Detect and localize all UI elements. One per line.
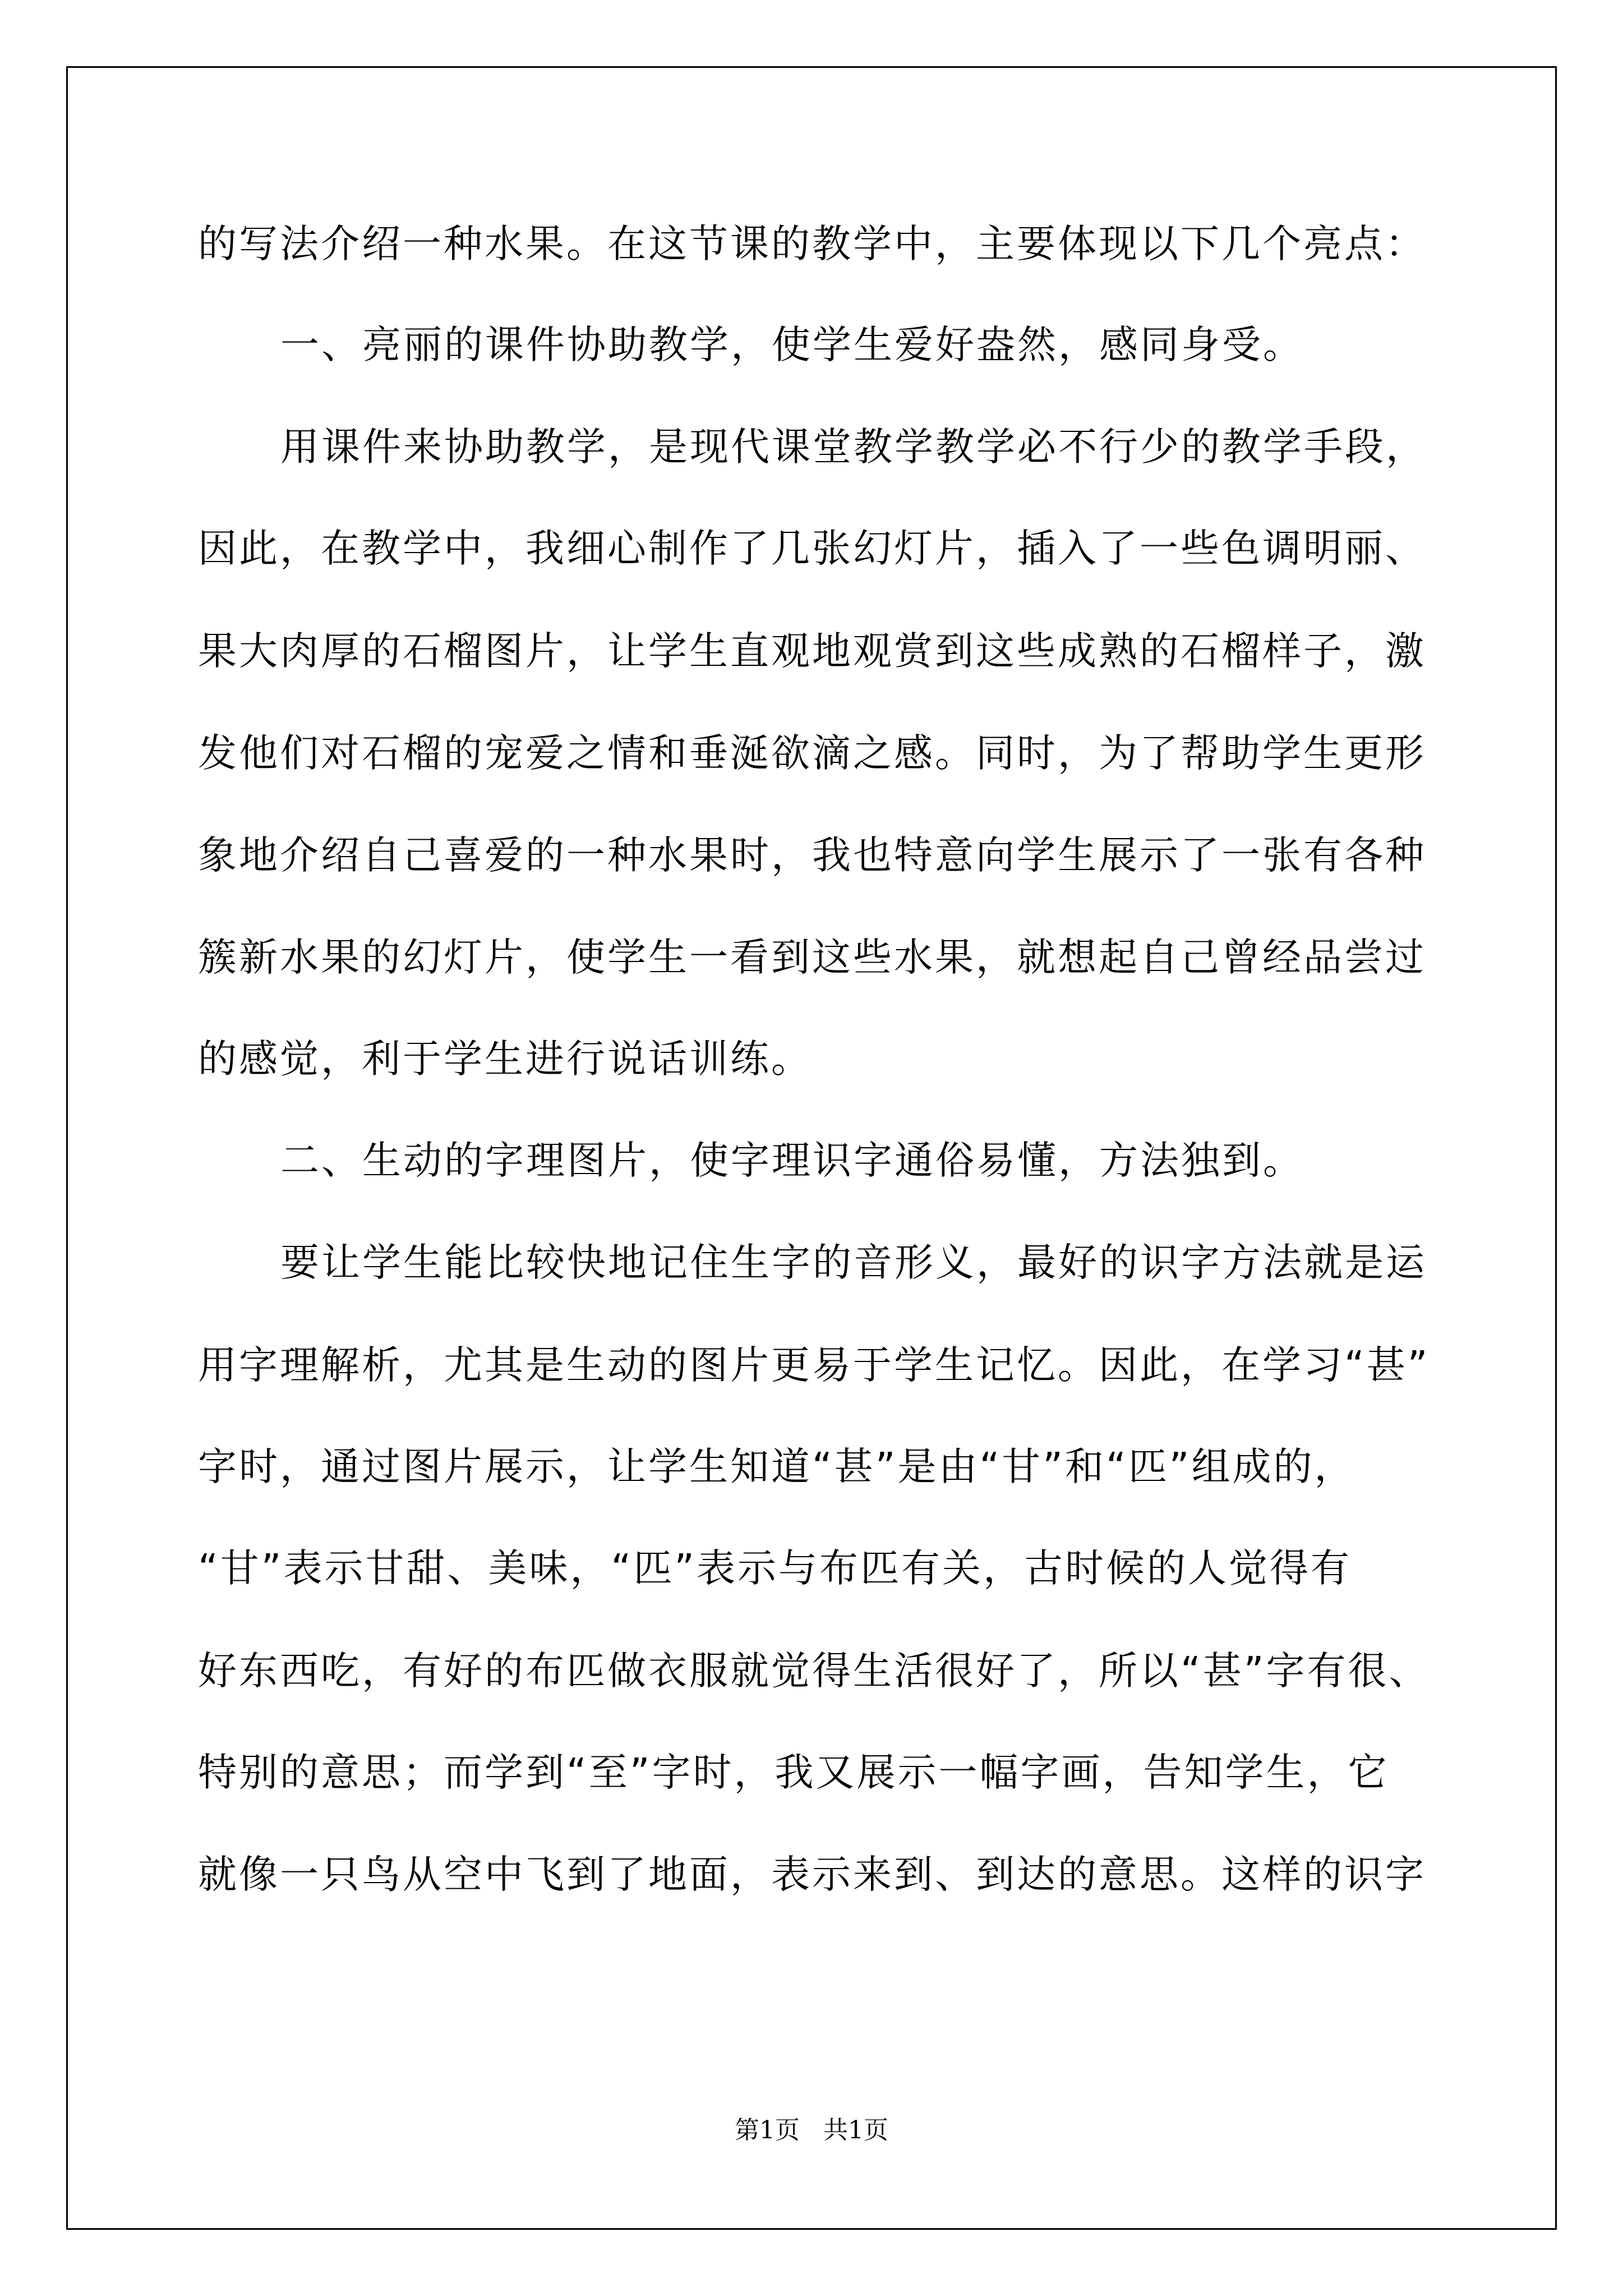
text-line: 就像一只鸟从空中飞到了地面，表示来到、到达的意思。这样的识字 <box>198 1852 1426 1897</box>
text-line: 要让学生能比较快地记住生字的音形义，最好的识字方法就是运 <box>280 1240 1427 1285</box>
text-line: 果大肉厚的石榴图片，让学生直观地观赏到这些成熟的石榴样子，激 <box>198 629 1426 674</box>
heading-one: 一、亮丽的课件协助教学，使学生爱好盎然，感同身受。 <box>280 323 1304 367</box>
text-line: 簇新水果的幻灯片，使学生一看到这些水果，就想起自己曾经品尝过 <box>198 935 1426 980</box>
text-line: 象地介绍自己喜爱的一种水果时，我也特意向学生展示了一张有各种 <box>198 833 1426 878</box>
text-line: 用字理解析，尤其是生动的图片更易于学生记忆。因此，在学习“甚” <box>198 1343 1430 1388</box>
text-line: 因此，在教学中，我细心制作了几张幻灯片，插入了一些色调明丽、 <box>198 526 1426 571</box>
text-line: 的写法介绍一种水果。在这节课的教学中，主要体现以下几个亮点： <box>198 222 1426 266</box>
text-line: 特别的意思；而学到“至”字时，我又展示一幅字画，告知学生，它 <box>198 1750 1389 1795</box>
text-line: 好东西吃，有好的布匹做衣服就觉得生活很好了，所以“甚”字有很、 <box>198 1649 1430 1694</box>
page-number-footer: 第1页 共1页 <box>735 2116 888 2145</box>
text-line: 字时，通过图片展示，让学生知道“甚”是由“甘”和“匹”组成的， <box>198 1444 1355 1489</box>
text-line: “甘”表示甘甜、美味，“匹”表示与布匹有关，古时候的人觉得有 <box>198 1546 1352 1591</box>
text-line: 用课件来协助教学，是现代课堂教学教学必不行少的教学手段， <box>280 425 1427 470</box>
heading-two: 二、生动的字理图片，使字理识字通俗易懂，方法独到。 <box>280 1138 1304 1183</box>
text-line: 发他们对石榴的宠爱之情和垂涎欲滴之感。同时，为了帮助学生更形 <box>198 731 1426 776</box>
text-line: 的感觉，利于学生进行说话训练。 <box>198 1037 812 1082</box>
